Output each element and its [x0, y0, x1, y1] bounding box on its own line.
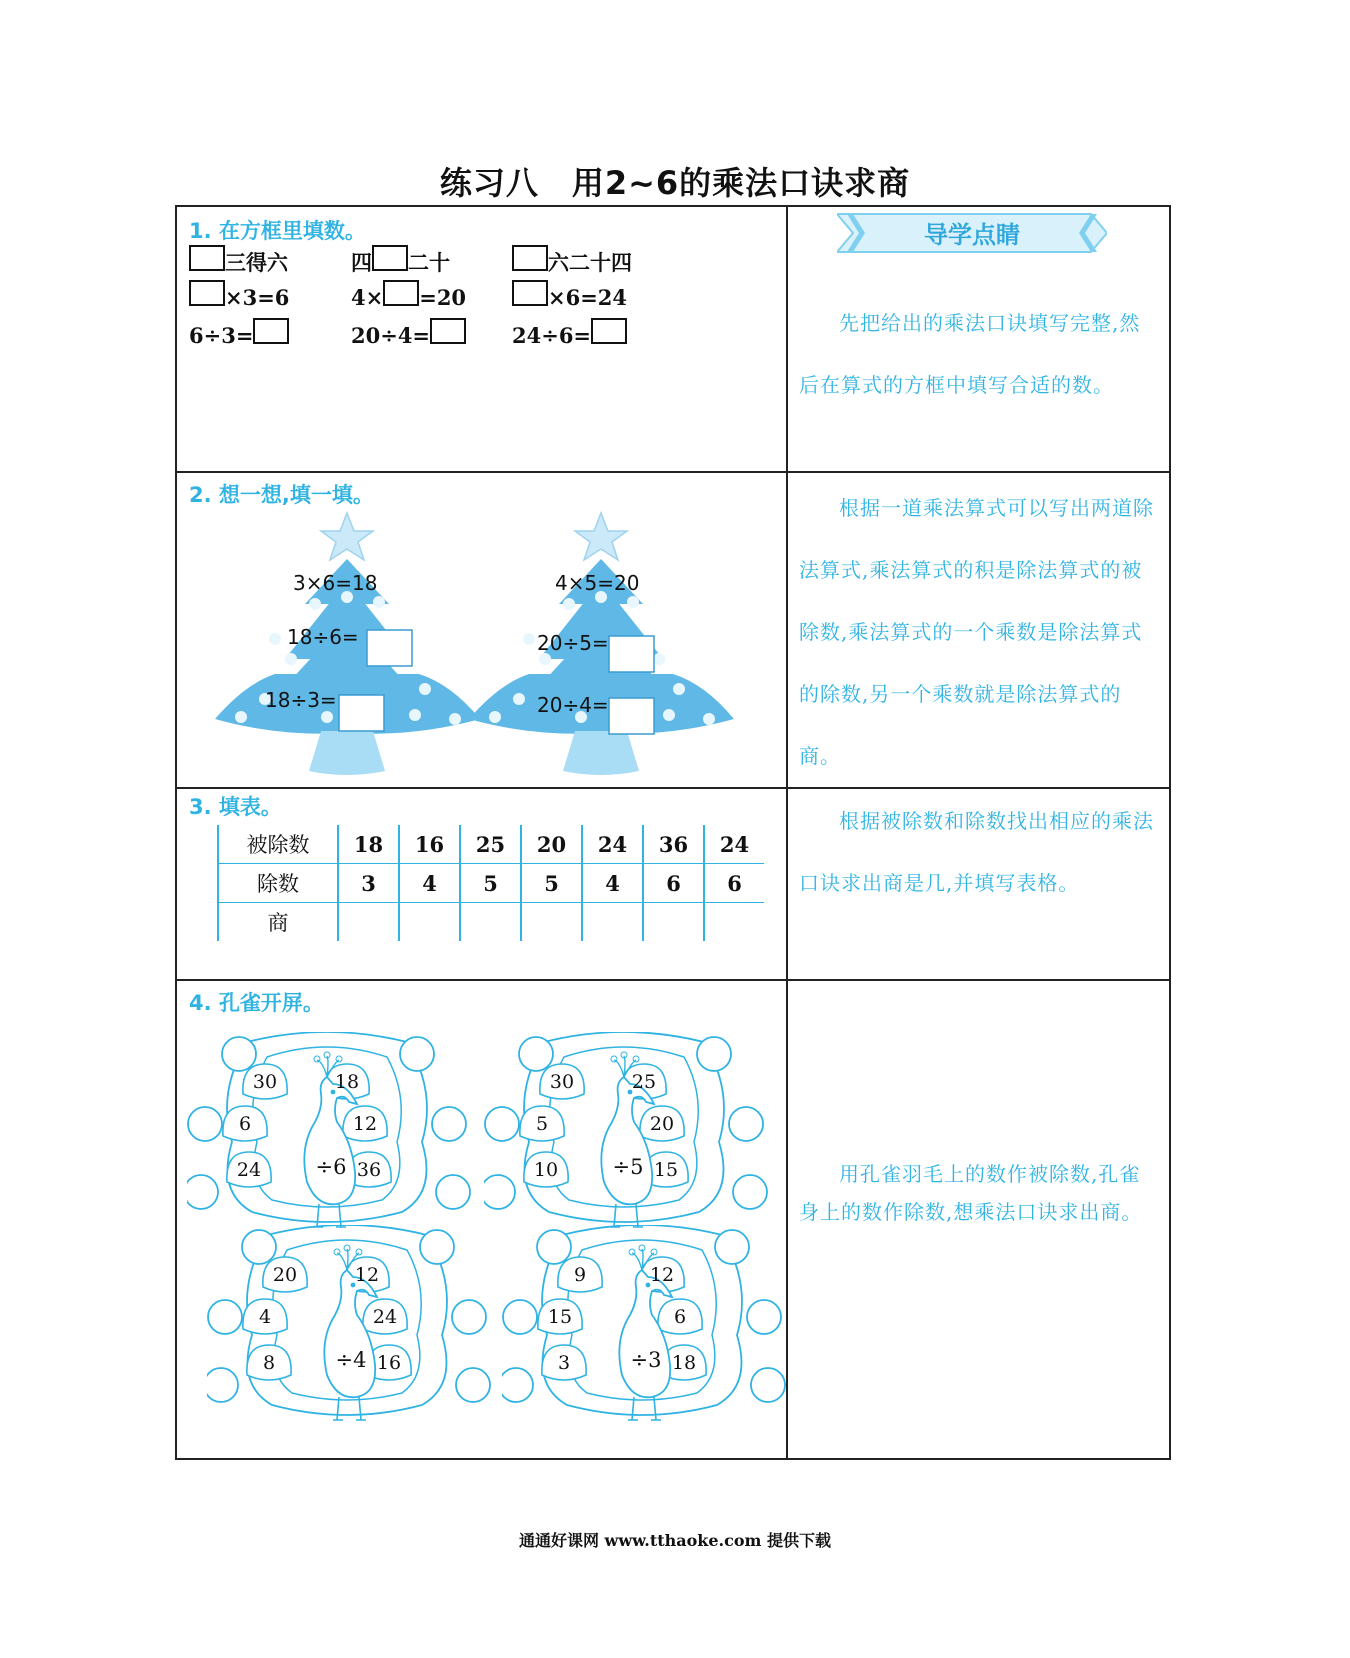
q1-tip: 先把给出的乘法口诀填写完整,然后在算式的方框中填写合适的数。 — [799, 311, 1141, 397]
answer-circle — [502, 1368, 533, 1402]
feather-number: 20 — [272, 1264, 298, 1286]
peacock-divisor: ÷3 — [630, 1348, 662, 1372]
feather-number: 18 — [334, 1071, 360, 1093]
answer-circle — [729, 1107, 763, 1141]
feather-number: 3 — [557, 1352, 571, 1374]
answer-circle — [452, 1300, 486, 1334]
answer-box[interactable] — [512, 280, 548, 306]
peacock-divisor: ÷4 — [335, 1348, 367, 1372]
q3-table — [217, 825, 764, 941]
quotient-cell[interactable] — [399, 903, 460, 942]
divisor-cell: 6 — [704, 864, 764, 903]
feather-number: 24 — [236, 1159, 262, 1181]
feather-number: 25 — [631, 1071, 657, 1093]
dividend-cell: 20 — [521, 825, 582, 864]
answer-circle — [537, 1230, 571, 1264]
feather-number: 30 — [252, 1071, 278, 1093]
answer-box[interactable] — [189, 280, 225, 306]
answer-box — [367, 630, 412, 666]
star-icon — [321, 513, 373, 560]
q1-item-4: ×3=6 — [189, 285, 289, 310]
feather-number: 9 — [573, 1264, 587, 1286]
feather-number: 20 — [649, 1113, 675, 1135]
q1-title: 1. 在方框里填数。 — [189, 219, 366, 243]
feather-number: 30 — [549, 1071, 575, 1093]
q1-item-2: 四 二十 — [351, 247, 450, 277]
dividend-cell: 25 — [460, 825, 521, 864]
answer-circle — [420, 1230, 454, 1264]
answer-circle — [747, 1300, 781, 1334]
divisor-cell: 5 — [460, 864, 521, 903]
quotient-cell[interactable] — [460, 903, 521, 942]
answer-box[interactable] — [189, 245, 225, 271]
dividend-cell: 24 — [704, 825, 764, 864]
tree-1-equation-2: 18÷6= — [287, 625, 359, 649]
table-row — [218, 903, 764, 942]
answer-circle — [207, 1368, 238, 1402]
q2-title: 2. 想一想,填一填。 — [189, 483, 374, 507]
quotient-cell[interactable] — [643, 903, 704, 942]
q3-area — [177, 785, 786, 979]
divisor-cell: 6 — [643, 864, 704, 903]
table-row — [218, 825, 764, 864]
quotient-cell[interactable] — [582, 903, 643, 942]
answer-box[interactable] — [383, 280, 419, 306]
answer-box[interactable] — [512, 245, 548, 271]
feather-number: 24 — [372, 1306, 398, 1328]
answer-circle — [733, 1175, 767, 1209]
answer-circle — [187, 1175, 218, 1209]
tree-1-equation-3: 18÷3= — [265, 688, 337, 712]
answer-circle — [432, 1107, 466, 1141]
answer-circle — [222, 1037, 256, 1071]
tree-2-equation-2: 20÷5= — [537, 631, 609, 655]
answer-box — [609, 698, 654, 734]
page-title: 练习八 用2~6的乘法口诀求商 — [439, 164, 911, 202]
dividend-cell: 36 — [643, 825, 704, 864]
q4-tip: 用孔雀羽毛上的数作被除数,孔雀身上的数作除数,想乘法口诀求出商。 — [799, 1162, 1143, 1224]
divisor-cell: 3 — [338, 864, 399, 903]
q1-item-3: 六二十四 — [512, 247, 632, 277]
feather-number: 6 — [673, 1306, 687, 1328]
feather-number: 18 — [671, 1352, 697, 1374]
row-divider-3 — [177, 979, 1169, 981]
feather-number: 16 — [376, 1352, 402, 1374]
peacock-divisor: ÷6 — [315, 1155, 347, 1179]
peacock-4 — [502, 1225, 787, 1425]
q1-item-5: 4× =20 — [351, 285, 466, 310]
answer-box[interactable] — [253, 318, 289, 344]
answer-box[interactable] — [372, 245, 408, 271]
q1-item-8: 20÷4= — [351, 323, 466, 348]
answer-box — [339, 695, 384, 731]
answer-circle — [484, 1175, 515, 1209]
row-label: 除数 — [218, 864, 338, 903]
row-divider-1 — [177, 471, 1169, 473]
peacock-1 — [187, 1032, 472, 1232]
quotient-cell[interactable] — [338, 903, 399, 942]
q3-tip: 根据被除数和除数找出相应的乘法口诀求出商是几,并填写表格。 — [799, 809, 1154, 895]
answer-box — [609, 636, 654, 672]
feather-number: 6 — [238, 1113, 252, 1135]
feather-number: 12 — [649, 1264, 675, 1286]
q1-item-7: 6÷3= — [189, 323, 289, 348]
answer-circle — [751, 1368, 785, 1402]
answer-circle — [436, 1175, 470, 1209]
footer: 通通好课网 www.tthaoke.com 提供下载 — [518, 1531, 832, 1550]
dividend-cell: 18 — [338, 825, 399, 864]
row-label: 商 — [218, 903, 338, 942]
quotient-cell[interactable] — [704, 903, 764, 942]
dividend-cell: 24 — [582, 825, 643, 864]
answer-circle — [400, 1037, 434, 1071]
tree-2-equation-3: 20÷4= — [537, 693, 609, 717]
feather-number: 10 — [533, 1159, 559, 1181]
table-row — [218, 864, 764, 903]
dividend-cell: 16 — [399, 825, 460, 864]
answer-circle — [456, 1368, 490, 1402]
peacock-3 — [207, 1225, 492, 1425]
q1-item-9: 24÷6= — [512, 323, 627, 348]
q3-title: 3. 填表。 — [189, 795, 282, 819]
feather-number: 8 — [262, 1352, 276, 1374]
answer-circle — [519, 1037, 553, 1071]
star-icon — [575, 513, 627, 560]
peacock-divisor: ÷5 — [612, 1155, 644, 1179]
answer-circle — [503, 1300, 537, 1334]
answer-circle — [208, 1300, 242, 1334]
feather-number: 36 — [356, 1159, 382, 1181]
row-label: 被除数 — [218, 825, 338, 864]
tree-2-equation-1: 4×5=20 — [555, 571, 640, 595]
tree-1-equation-1: 3×6=18 — [293, 571, 378, 595]
answer-circle — [242, 1230, 276, 1264]
quotient-cell[interactable] — [521, 903, 582, 942]
answer-circle — [715, 1230, 749, 1264]
q1-item-1: 三得六 — [189, 247, 288, 277]
divisor-cell: 5 — [521, 864, 582, 903]
feather-number: 4 — [258, 1306, 272, 1328]
feather-number: 5 — [535, 1113, 549, 1135]
feather-number: 12 — [352, 1113, 378, 1135]
feather-number: 15 — [653, 1159, 679, 1181]
q2-tip: 根据一道乘法算式可以写出两道除法算式,乘法算式的积是除法算式的被除数,乘法算式的一个乘数是除法算式的除数,另一个乘数就是除法算式的商。 — [799, 496, 1154, 768]
answer-box[interactable] — [430, 318, 466, 344]
feather-number: 12 — [354, 1264, 380, 1286]
q1-item-6: ×6=24 — [512, 285, 627, 310]
feather-number: 15 — [547, 1306, 573, 1328]
answer-circle — [697, 1037, 731, 1071]
peacock-2 — [484, 1032, 769, 1232]
divisor-cell: 4 — [399, 864, 460, 903]
answer-circle — [485, 1107, 519, 1141]
divisor-cell: 4 — [582, 864, 643, 903]
answer-circle — [188, 1107, 222, 1141]
q4-title: 4. 孔雀开屏。 — [189, 991, 324, 1015]
worksheet-frame — [175, 205, 1171, 1460]
banner-title: 导学点睛 — [924, 221, 1020, 249]
answer-box[interactable] — [591, 318, 627, 344]
